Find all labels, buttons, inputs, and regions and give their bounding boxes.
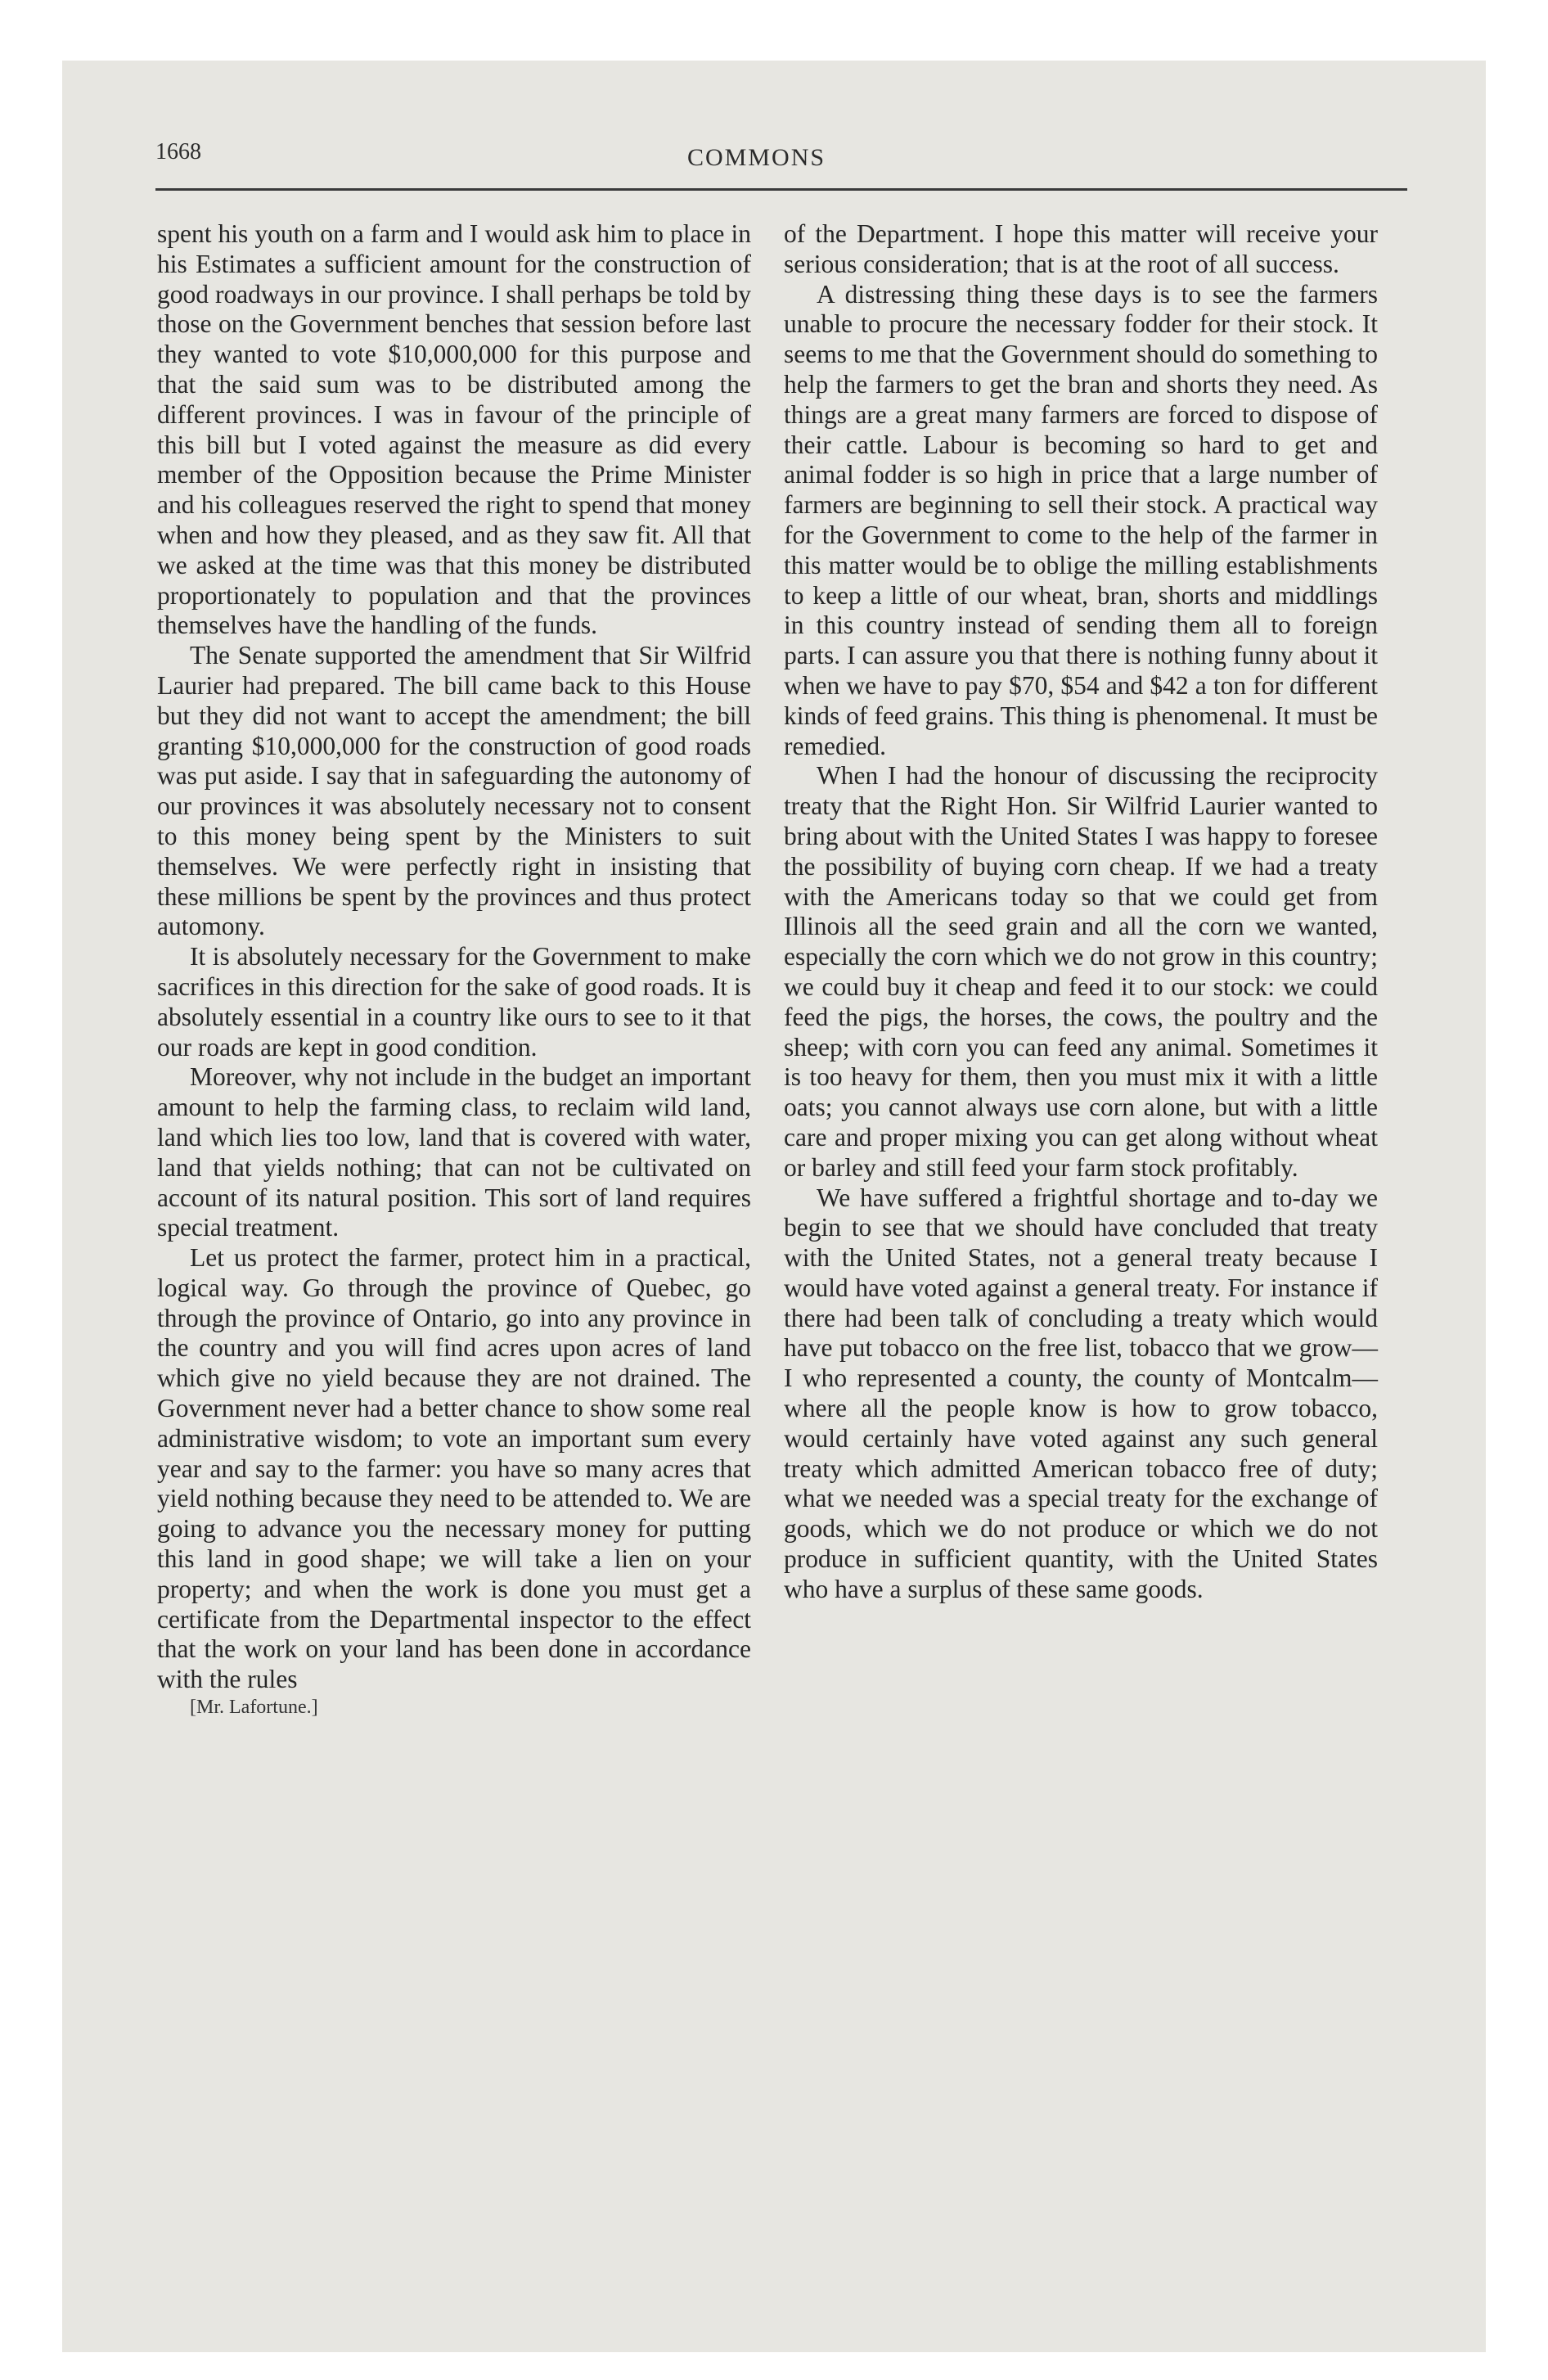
paragraph: The Senate supported the amendment that Sir Wilfrid Laurier had prepared. The bill came back to this House but they did not want to accept the amendment; the bill granting $10,000,000 for the construction of good roads was put aside. I say that in safeguarding the autonomy of our provinces it was absolutely necessary not to consent to this money being spent by the Ministers to suit themselves. We were perfectly right in insisting that these millions be spent by the provinces and thus protect automony.: [157, 641, 751, 941]
right-column: [784, 219, 1378, 1605]
page-number: 1668: [155, 139, 201, 165]
paragraph: Moreover, why not include in the budget an important amount to help the farming class, to reclaim wild land, land which lies too low, land that is covered with water, land that yields nothing; that can not be cultivated on account of its natural position. This sort of land requires special treatment.: [157, 1062, 751, 1242]
paragraph: A distressing thing these days is to see the farmers unable to procure the necessary fodder for their stock. It seems to me that the Government should do something to help the farmers to get the bran and shorts they need. As things are a great many farmers are forced to dispose of their cattle. Labour is becoming so hard to get and animal fodder is so high in price that a large number of farmers are beginning to sell their stock. A practical way for the Government to come to the help of the farmer in this matter would be to oblige the milling establishments to keep a little of our wheat, bran, shorts and middlings in this country instead of sending them all to foreign parts. I can assure you that there is nothing funny about it when we have to pay $70, $54 and $42 a ton for different kinds of feed grains. This thing is phenomenal. It must be remedied.: [784, 279, 1378, 760]
header-rule: [155, 188, 1407, 191]
paragraph: When I had the honour of discussing the reciprocity treaty that the Right Hon. Sir Wilfrid Laurier wanted to bring about with the United States I was happy to foresee the possibility of buying corn cheap. If we had a treaty with the Americans today so that we could get from Illinois all the seed grain and all the corn we wanted, especially the corn which we do not grow in this country; we could buy it cheap and feed it to our stock: we could feed the pigs, the horses, the cows, the poultry and the sheep; with corn you can feed any animal. Sometimes it is too heavy for them, then you must mix it with a little oats; you cannot always use corn alone, but with a little care and proper mixing you can get along without wheat or barley and still feed your farm stock profitably.: [784, 761, 1378, 1182]
left-column: [157, 219, 751, 1720]
paragraph: We have suffered a frightful shortage and to-day we begin to see that we should have concluded that treaty with the United States, not a general treaty because I would have voted against a general treaty. For instance if there had been talk of concluding a treaty which would have put tobacco on the free list, tobacco that we grow—I who represented a county, the county of Montcalm—where all the people know is how to grow tobacco, would certainly have voted against any such general treaty which admitted American tobacco free of duty; what we needed was a special treaty for the exchange of goods, which we do not produce or which we do not produce in sufficient quantity, with the United States who have a surplus of these same goods.: [784, 1183, 1378, 1603]
paragraph: spent his youth on a farm and I would ask him to place in his Estimates a sufficient amount for the construction of good roadways in our province. I shall perhaps be told by those on the Government benches that session before last they wanted to vote $10,000,000 for this purpose and that the said sum was to be distributed among the different provinces. I was in favour of the principle of this bill but I voted against the measure as did every member of the Opposition because the Prime Minister and his colleagues reserved the right to spend that money when and how they pleased, and as they saw fit. All that we asked at the time was that this money be distributed proportionately to population and that the provinces themselves have the handling of the funds.: [157, 219, 751, 640]
paragraph: Let us protect the farmer, protect him in a practical, logical way. Go through the province of Quebec, go through the province of Ontario, go into any province in the country and you will find acres upon acres of land which give no yield because they are not drained. The Government never had a better chance to show some real administrative wisdom; to vote an important sum every year and say to the farmer: you have so many acres that yield nothing because they need to be attended to. We are going to advance you the necessary money for putting this land in good shape; we will take a lien on your property; and when the work is done you must get a certificate from the Departmental inspector to the effect that the work on your land has been done in accordance with the rules: [157, 1243, 751, 1694]
page-title: COMMONS: [687, 144, 826, 171]
speaker-note: [Mr. Lafortune.]: [190, 1697, 318, 1719]
paragraph: It is absolutely necessary for the Government to make sacrifices in this direction for the sake of good roads. It is absolutely essential in a country like ours to see to it that our roads are kept in good condition.: [157, 942, 751, 1062]
paragraph: of the Department. I hope this matter will receive your serious consideration; that is at the root of all success.: [784, 219, 1378, 278]
